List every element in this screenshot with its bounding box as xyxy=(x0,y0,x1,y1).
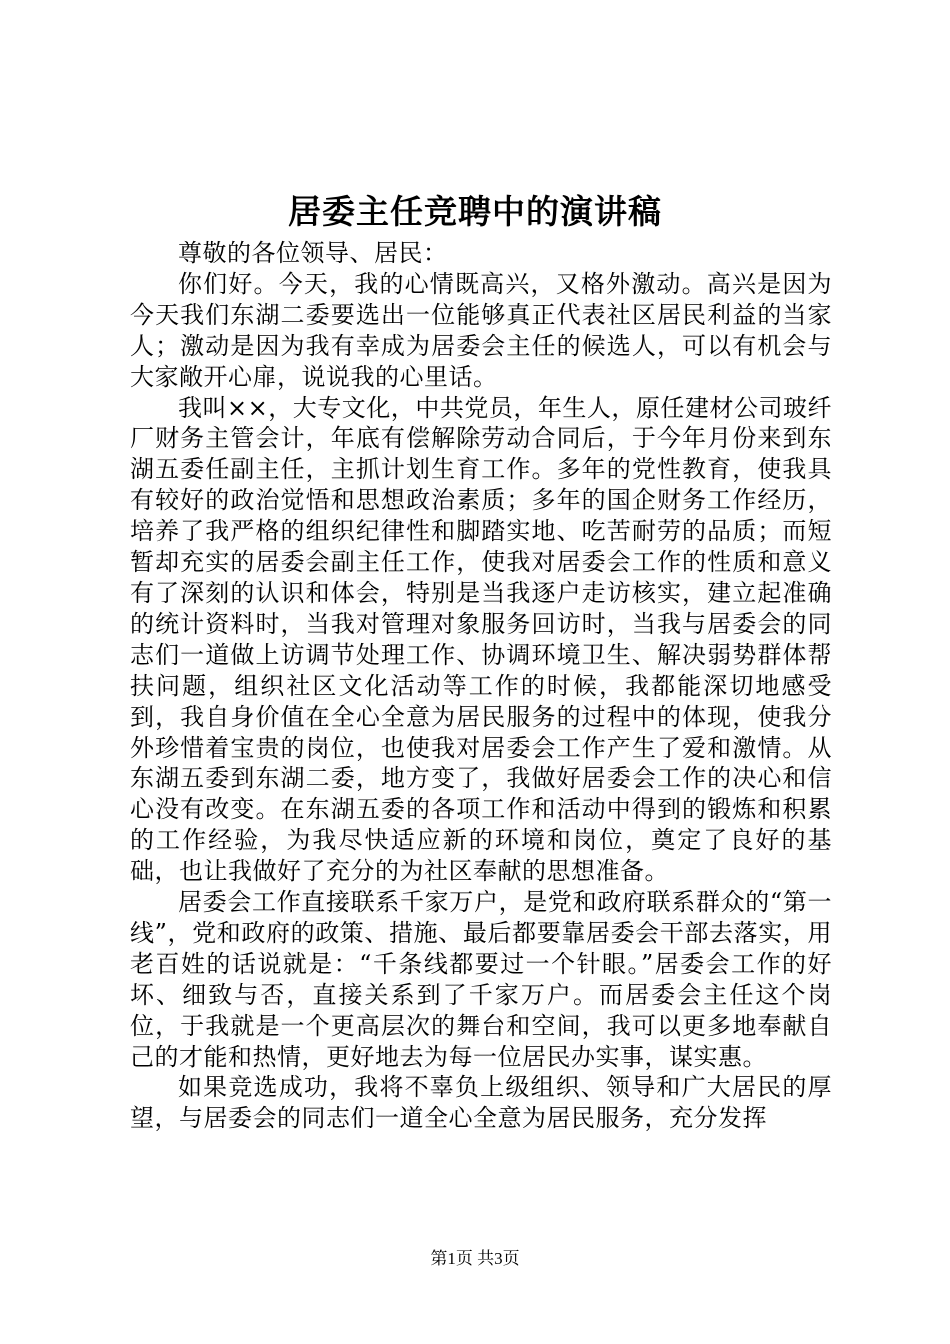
paragraph-role-importance: 居委会工作直接联系千家万户，是党和政府联系群众的“第一线”，党和政府的政策、措施、最后都要靠居委会干部去落实，用老百姓的话说就是：“千条线都要过一个针眼。”居委会工作的好坏、细致与否，直接关系到了千家万户。而居委会主任这个岗位，于我就是一个更高层次的舞台和空间，我可以更多地奉献自己的才能和热情，更好地去为每一位居民办实事，谋实惠。 xyxy=(130,888,832,1071)
document-body xyxy=(130,238,832,1134)
paragraph-salutation: 尊敬的各位领导、居民： xyxy=(178,239,448,267)
paragraph-commitment: 如果竞选成功，我将不辜负上级组织、领导和广大居民的厚望，与居委会的同志们一道全心全意为居民服务，充分发挥 xyxy=(130,1073,832,1133)
paragraph-greeting: 你们好。今天，我的心情既高兴，又格外激动。高兴是因为今天我们东湖二委要选出一位能够真正代表社区居民利益的当家人；激动是因为我有幸成为居委会主任的候选人，可以有机会与大家敞开心扉，说说我的心里话。 xyxy=(130,269,832,391)
page-number-footer: 第1页 共3页 xyxy=(430,1249,520,1268)
paragraph-introduction: 我叫××，大专文化，中共党员，年生人，原任建材公司玻纤厂财务主管会计，年底有偿解除劳动合同后，于今年月份来到东湖五委任副主任，主抓计划生育工作。多年的党性教育，使我具有较好的政治觉悟和思想政治素质；多年的国企财务工作经历，培养了我严格的组织纪律性和脚踏实地、吃苦耐劳的品质；而短暂却充实的居委会副主任工作，使我对居委会工作的性质和意义有了深刻的认识和体会，特别是当我逐户走访核实，建立起准确的统计资料时，当我对管理对象服务回访时，当我与居委会的同志们一道做上访调节处理工作、协调环境卫生、解决弱势群体帮扶问题，组织社区文化活动等工作的时候，我都能深切地感受到，我自身价值在全心全意为居民服务的过程中的体现，使我分外珍惜着宝贵的岗位，也使我对居委会工作产生了爱和激情。从东湖五委到东湖二委，地方变了，我做好居委会工作的决心和信心没有改变。在东湖五委的各项工作和活动中得到的锻炼和积累的工作经验，为我尽快适应新的环境和岗位，奠定了良好的基础，也让我做好了充分的为社区奉献的思想准备。 xyxy=(130,393,832,886)
document-title: 居委主任竞聘中的演讲稿 xyxy=(288,192,662,231)
